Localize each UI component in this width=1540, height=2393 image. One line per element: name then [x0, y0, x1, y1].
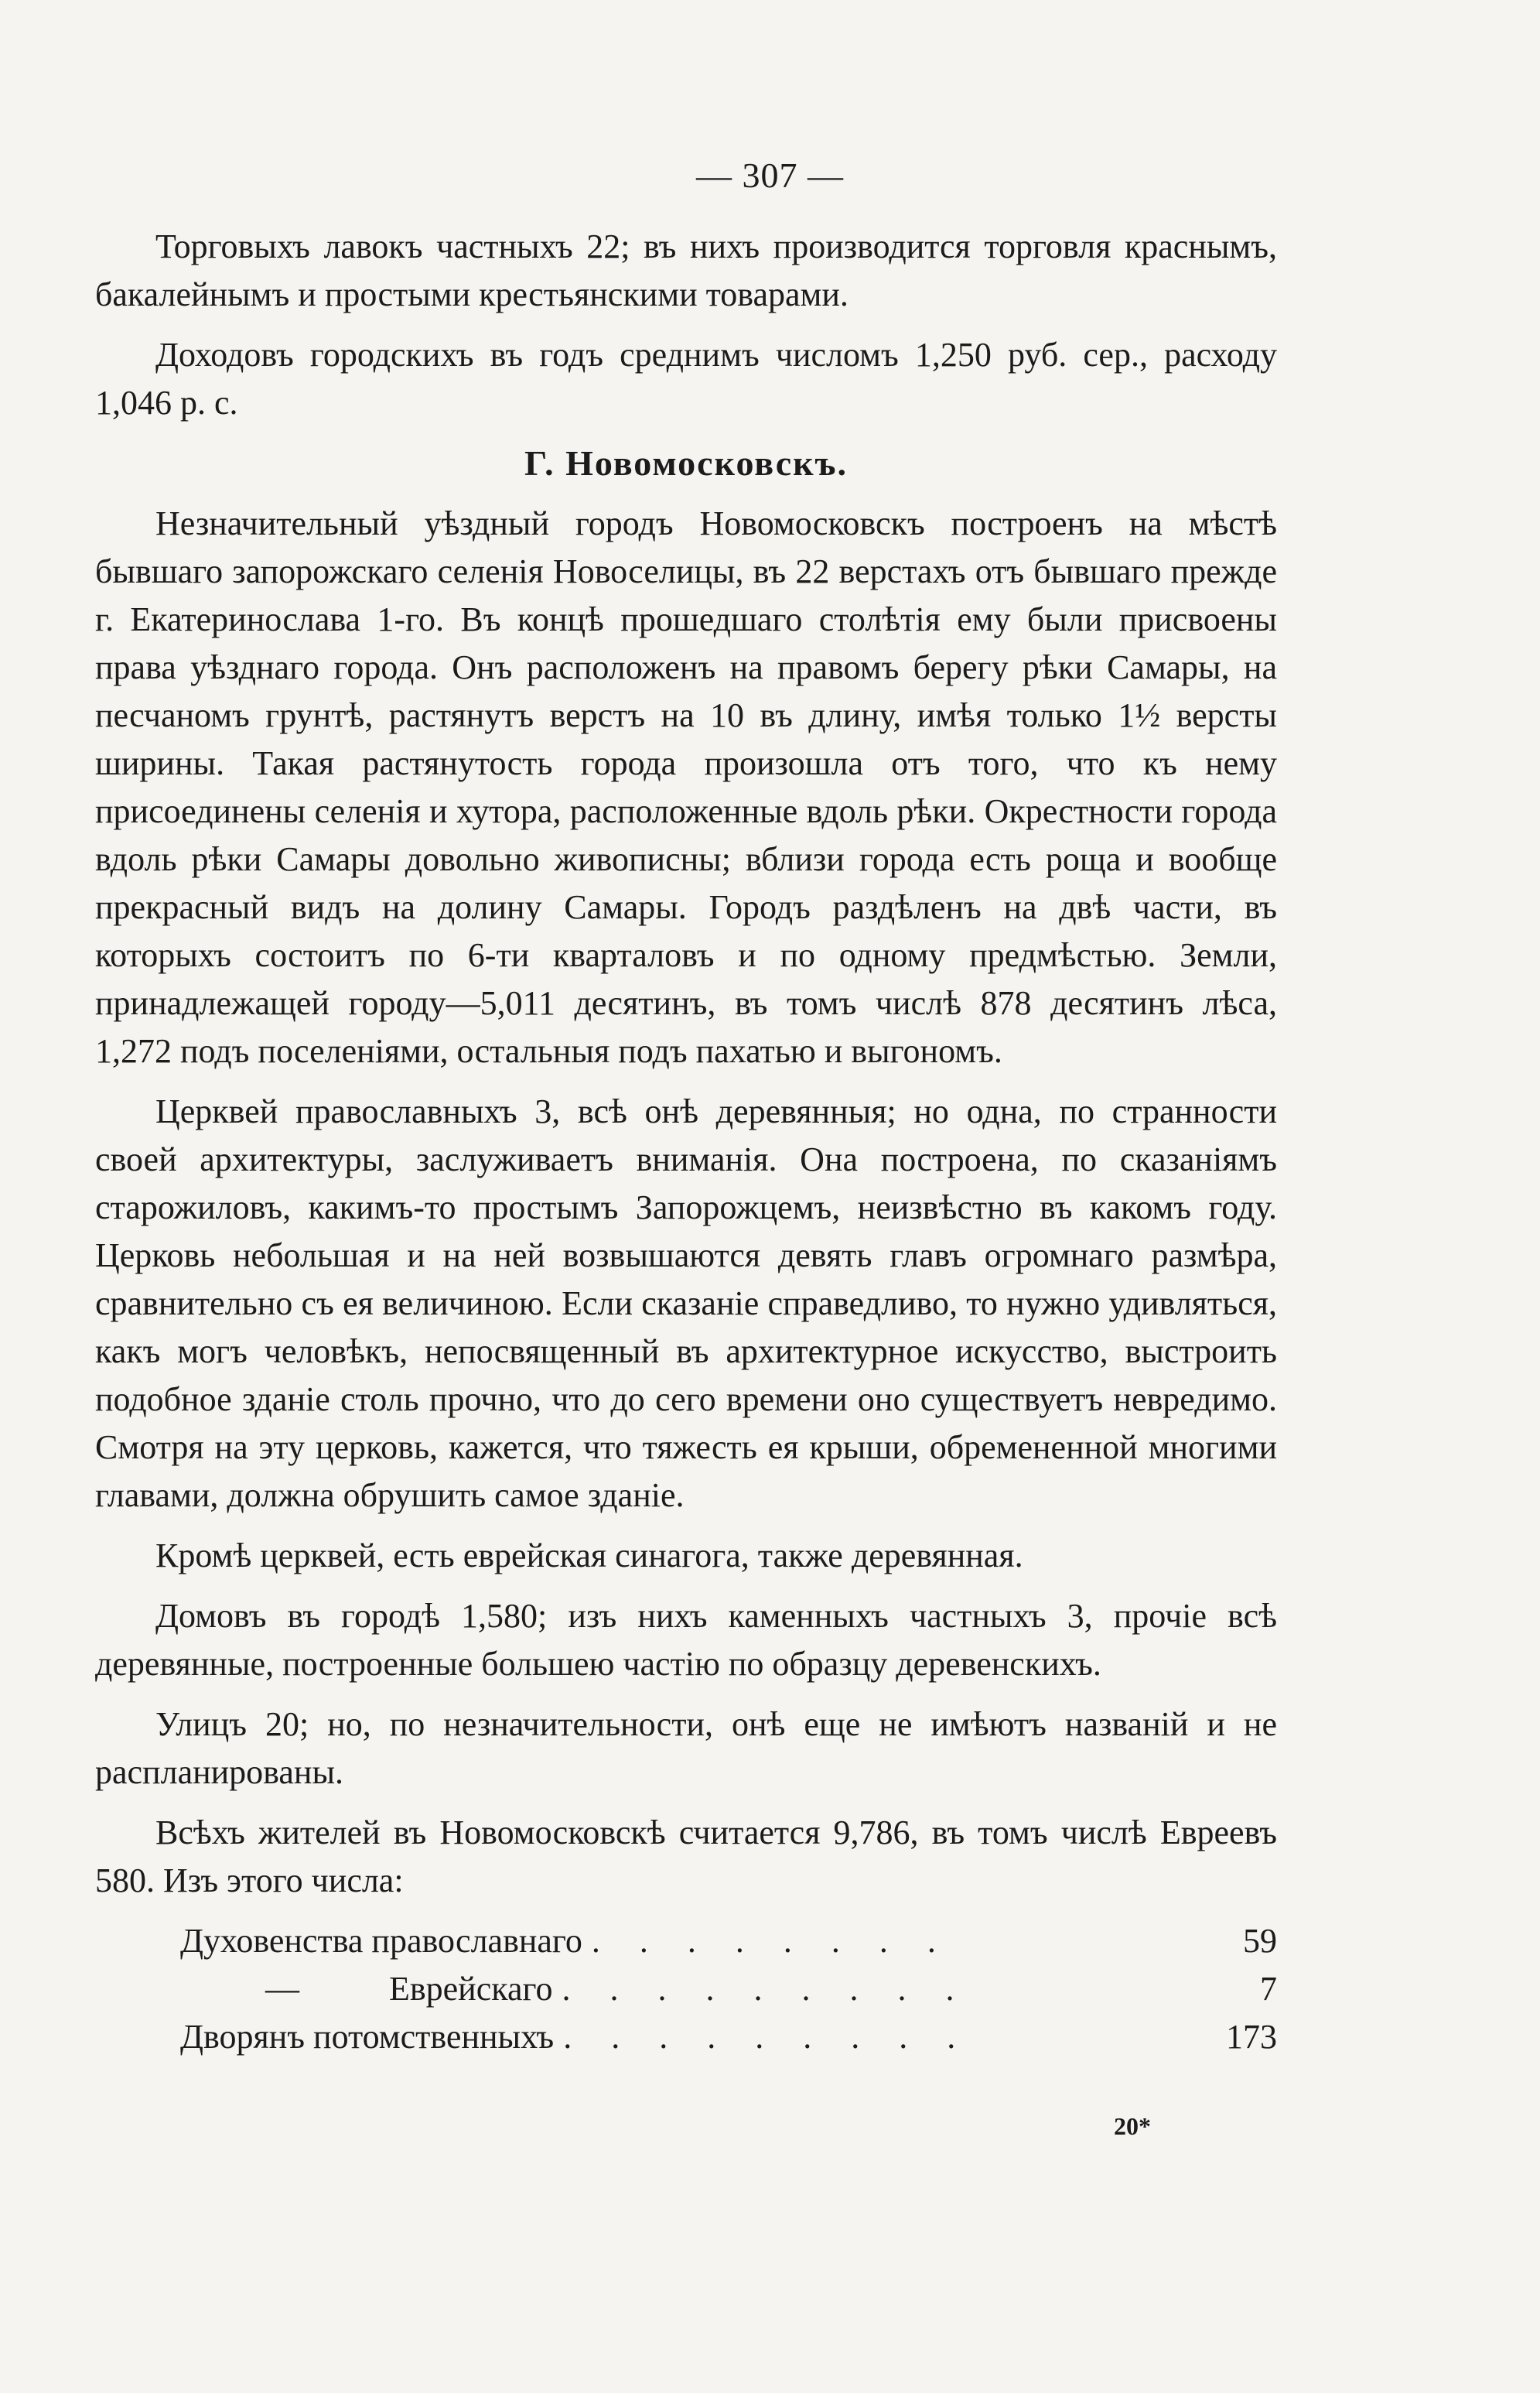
- printer-signature-mark: 20*: [1114, 2112, 1151, 2140]
- list-item-label: Еврейскаго: [389, 1970, 553, 2008]
- list-item-leader: . . . . . . . .: [591, 1922, 951, 1960]
- list-item-leader: . . . . . . . . .: [562, 1970, 970, 2008]
- list-item-leader: . . . . . . . . .: [563, 2018, 971, 2056]
- paragraph-houses: Домовъ въ городѣ 1,580; изъ нихъ каменныхъ частныхъ 3, прочіе всѣ деревянные, построенные большею частію по образцу деревенскихъ.: [95, 1597, 1277, 1683]
- paragraph-shops: Торговыхъ лавокъ частныхъ 22; въ нихъ производится торговля краснымъ, бакалейнымъ и простыми крестьянскими товарами.: [95, 227, 1277, 313]
- paragraph-streets: Улицъ 20; но, по незначительности, онѣ еще не имѣютъ названій и не распланированы.: [95, 1705, 1277, 1791]
- list-item: [95, 2013, 1277, 2061]
- paragraph-synagogue: Кромѣ церквей, есть еврейская синагога, также деревянная.: [155, 1537, 1023, 1574]
- list-item-value: 7: [1260, 1970, 1277, 2008]
- paragraph-town-description: Незначительный уѣздный городъ Новомосковскъ построенъ на мѣстѣ бывшаго запорожскаго селенія Новоселицы, въ 22 верстахъ отъ бывшаго прежде г. Екатеринослава 1-го. Въ концѣ прошедшаго столѣтія ему были присвоены права уѣзднаго города. Онъ расположенъ на правомъ берегу рѣки Самары, на песчаномъ грунтѣ, растянутъ верстъ на 10 въ длину, имѣя только 1½ версты ширины. Такая растянутость города произошла отъ того, что къ нему присоединены селенія и хутора, расположенные вдоль рѣки. Окрестности города вдоль рѣки Самары довольно живописны; вблизи города есть роща и вообще прекрасный видъ на долину Самары. Городъ раздѣленъ на двѣ части, въ которыхъ состоитъ по 6-ти кварталовъ и по одному предмѣстью. Земли, принадлежащей городу—5,011 десятинъ, въ томъ числѣ 878 десятинъ лѣса, 1,272 подъ поселеніями, остальныя подъ пахатью и выгономъ.: [95, 504, 1277, 1070]
- population-list: [95, 1917, 1277, 2061]
- page-number: — 307 —: [696, 156, 844, 195]
- list-item-value: 59: [1243, 1922, 1277, 1960]
- list-item-label-group: [265, 1965, 552, 2013]
- section-title: Г. Новомосковскъ.: [524, 443, 848, 483]
- page-body: [95, 223, 1277, 2061]
- list-item-dash: —: [265, 1970, 299, 2008]
- paragraph-churches: Церквей православныхъ 3, всѣ онѣ деревянныя; но одна, по странности своей архитектуры, заслуживаетъ вниманія. Она построена, по сказаніямъ старожиловъ, какимъ-то простымъ Запорожцемъ, неизвѣстно въ какомъ году. Церковь небольшая и на ней возвышаются девять главъ огромнаго размѣра, сравнительно съ ея величиною. Если сказаніе справедливо, то нужно удивляться, какъ могъ человѣкъ, непосвященный въ архитектурное искусство, выстроить подобное зданіе столь прочно, что до сего времени оно существуетъ невредимо. Смотря на эту церковь, кажется, что тяжесть ея крыши, обремененной многими главами, должна обрушить самое зданіе.: [95, 1092, 1277, 1514]
- list-item: [95, 1965, 1277, 2013]
- list-item-value: 173: [1226, 2018, 1277, 2056]
- list-item-label: Духовенства православнаго: [180, 1922, 582, 1960]
- list-item: [95, 1917, 1277, 1965]
- paragraph-income: Доходовъ городскихъ въ годъ среднимъ числомъ 1,250 руб. сер., расходу 1,046 р. с.: [95, 336, 1277, 422]
- list-item-label: Дворянъ потомственныхъ: [180, 2018, 555, 2056]
- paragraph-population: Всѣхъ жителей въ Новомосковскѣ считается 9,786, въ томъ числѣ Евреевъ 580. Изъ этого числа:: [95, 1814, 1277, 1899]
